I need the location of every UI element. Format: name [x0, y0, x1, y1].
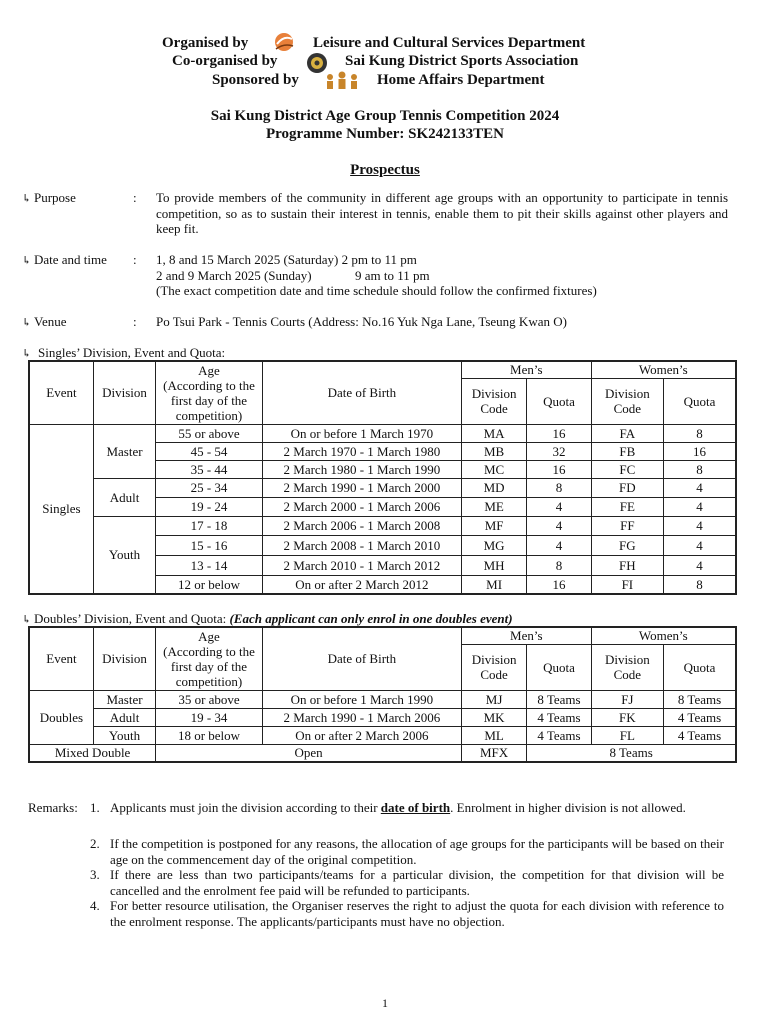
- dob-cell: On or after 2 March 2012: [262, 575, 461, 594]
- women-quota-cell: 4: [664, 478, 736, 497]
- age-cell: 13 - 14: [156, 555, 263, 575]
- men-code-cell: MJ: [461, 690, 526, 708]
- col-event: Event: [29, 361, 93, 424]
- mixed-quota-cell: 8 Teams: [527, 744, 736, 762]
- age-cell: 25 - 34: [156, 478, 263, 497]
- col-division: Division: [93, 361, 155, 424]
- women-code-cell: FF: [591, 516, 663, 535]
- women-code-cell: FK: [591, 708, 663, 726]
- col-women-division-code: Division Code: [591, 378, 663, 424]
- women-quota-cell: 4 Teams: [664, 708, 736, 726]
- table-row: [29, 726, 736, 744]
- col-women-quota: Quota: [664, 378, 736, 424]
- men-quota-cell: 8 Teams: [527, 690, 591, 708]
- dob-cell: 2 March 2006 - 1 March 2008: [262, 516, 461, 535]
- event-cell: Doubles: [29, 690, 93, 744]
- age-cell: 45 - 54: [156, 442, 263, 460]
- women-code-cell: FG: [591, 535, 663, 555]
- remark-2-number: 2.: [90, 836, 100, 851]
- women-code-cell: FB: [591, 442, 663, 460]
- bullet-arrow-icon: ↳: [22, 317, 32, 329]
- mixed-double-cell: Mixed Double: [29, 744, 156, 762]
- women-code-cell: FD: [591, 478, 663, 497]
- dob-cell: 2 March 2000 - 1 March 2006: [262, 497, 461, 516]
- col-womens: Women’s: [591, 361, 736, 378]
- men-quota-cell: 32: [527, 442, 591, 460]
- colon: :: [133, 314, 137, 329]
- prospectus-heading: Prospectus: [350, 162, 420, 178]
- singles-table: [28, 360, 737, 595]
- division-cell: Adult: [93, 708, 155, 726]
- date-line-2b: 9 am to 11 pm: [355, 267, 430, 283]
- women-code-cell: FJ: [591, 690, 663, 708]
- doubles-table: [28, 626, 737, 763]
- men-code-cell: MC: [461, 460, 526, 478]
- organised-label: Organised by: [162, 35, 249, 51]
- age-cell: 17 - 18: [156, 516, 263, 535]
- col-mens: Men’s: [461, 361, 591, 378]
- women-quota-cell: 4: [664, 497, 736, 516]
- men-code-cell: MA: [461, 424, 526, 442]
- remark-4-number: 4.: [90, 898, 100, 913]
- col-men-division-code: Division Code: [461, 378, 526, 424]
- remark-1-number: 1.: [90, 800, 100, 815]
- col-men-quota: Quota: [527, 378, 591, 424]
- doubles-heading: Doubles’ Division, Event and Quota:: [34, 611, 230, 626]
- col-mens: Men’s: [461, 627, 591, 644]
- women-quota-cell: 8: [664, 575, 736, 594]
- women-code-cell: FC: [591, 460, 663, 478]
- col-dob: Date of Birth: [262, 361, 461, 424]
- col-dob: Date of Birth: [262, 627, 461, 690]
- women-quota-cell: 4: [664, 516, 736, 535]
- division-cell: Youth: [93, 726, 155, 744]
- venue-label: Venue: [34, 314, 67, 329]
- table-row: [29, 424, 736, 442]
- remark-2: If the competition is postponed for any reasons, the allocation of age groups for the participants will be based on their age on the commencement day of the original competition.: [110, 836, 724, 867]
- men-quota-cell: 8: [527, 478, 591, 497]
- men-code-cell: MH: [461, 555, 526, 575]
- women-quota-cell: 4: [664, 555, 736, 575]
- dob-cell: On or after 2 March 2006: [262, 726, 461, 744]
- event-cell: Singles: [29, 424, 93, 594]
- singles-heading: Singles’ Division, Event and Quota:: [38, 345, 226, 360]
- age-cell: 12 or below: [156, 575, 263, 594]
- men-quota-cell: 16: [527, 424, 591, 442]
- men-code-cell: MB: [461, 442, 526, 460]
- women-code-cell: FA: [591, 424, 663, 442]
- dob-cell: On or before 1 March 1970: [262, 424, 461, 442]
- bullet-arrow-icon: ↳: [22, 348, 32, 360]
- women-code-cell: FI: [591, 575, 663, 594]
- age-cell: 19 - 34: [156, 708, 263, 726]
- women-code-cell: FL: [591, 726, 663, 744]
- women-quota-cell: 16: [664, 442, 736, 460]
- coorganised-label: Co-organised by: [172, 53, 278, 69]
- women-code-cell: FE: [591, 497, 663, 516]
- colon: :: [133, 190, 137, 205]
- men-quota-cell: 4 Teams: [527, 726, 591, 744]
- men-quota-cell: 16: [527, 460, 591, 478]
- col-division: Division: [93, 627, 155, 690]
- men-code-cell: ML: [461, 726, 526, 744]
- bullet-arrow-icon: ↳: [22, 193, 32, 205]
- purpose-label: Purpose: [34, 190, 76, 205]
- col-womens: Women’s: [591, 627, 736, 644]
- age-cell: 19 - 24: [156, 497, 263, 516]
- women-quota-cell: 8: [664, 460, 736, 478]
- col-men-quota: Quota: [527, 644, 591, 690]
- date-line-1: 1, 8 and 15 March 2025 (Saturday) 2 pm to 11 pm: [156, 252, 417, 267]
- table-row: [29, 690, 736, 708]
- division-cell: Master: [93, 690, 155, 708]
- table-row: [29, 478, 736, 497]
- dob-cell: 2 March 2008 - 1 March 2010: [262, 535, 461, 555]
- col-age: Age (According to the first day of the competition): [156, 627, 263, 690]
- date-label: Date and time: [34, 252, 107, 267]
- men-quota-cell: 4: [527, 535, 591, 555]
- dob-cell: 2 March 2010 - 1 March 2012: [262, 555, 461, 575]
- col-age: Age (According to the first day of the competition): [156, 361, 263, 424]
- women-quota-cell: 8: [664, 424, 736, 442]
- remarks-label: Remarks:: [28, 800, 78, 815]
- hab-logo-icon: [322, 71, 362, 95]
- dob-cell: On or before 1 March 1990: [262, 690, 461, 708]
- division-cell: Master: [93, 424, 155, 478]
- age-cell: 18 or below: [156, 726, 263, 744]
- coorganised-value: Sai Kung District Sports Association: [345, 53, 579, 69]
- age-cell: 35 - 44: [156, 460, 263, 478]
- age-cell: 15 - 16: [156, 535, 263, 555]
- dob-cell: 2 March 1990 - 1 March 2006: [262, 708, 461, 726]
- table-row: [29, 516, 736, 535]
- doubles-heading-note: (Each applicant can only enrol in one doubles event): [229, 611, 513, 626]
- age-cell: 35 or above: [156, 690, 263, 708]
- remark-4: For better resource utilisation, the Organiser reserves the right to adjust the quota for each division with reference to the enrolment response. The applicants/participants must have no objection.: [110, 898, 724, 929]
- men-quota-cell: 4: [527, 497, 591, 516]
- men-quota-cell: 8: [527, 555, 591, 575]
- men-quota-cell: 4 Teams: [527, 708, 591, 726]
- sponsored-value: Home Affairs Department: [377, 72, 545, 88]
- men-code-cell: MI: [461, 575, 526, 594]
- men-code-cell: MF: [461, 516, 526, 535]
- col-women-quota: Quota: [664, 644, 736, 690]
- remark-1: Applicants must join the division according to their date of birth. Enrolment in higher division is not allowed.: [110, 800, 686, 815]
- date-of-birth-emphasis: date of birth: [380, 800, 451, 815]
- men-code-cell: MD: [461, 478, 526, 497]
- men-quota-cell: 4: [527, 516, 591, 535]
- date-line-3: (The exact competition date and time schedule should follow the confirmed fixtures): [156, 283, 597, 298]
- col-men-division-code: Division Code: [461, 644, 526, 690]
- programme-number: Programme Number: SK242133TEN: [265, 126, 505, 142]
- venue-text: Po Tsui Park - Tennis Courts (Address: No.16 Yuk Nga Lane, Tseung Kwan O): [156, 314, 567, 329]
- organised-value: Leisure and Cultural Services Department: [313, 35, 586, 51]
- mixed-age-cell: Open: [156, 744, 462, 762]
- bullet-arrow-icon: ↳: [22, 614, 32, 626]
- women-quota-cell: 4: [664, 535, 736, 555]
- page-number: 1: [382, 996, 388, 1010]
- remark-3: If there are less than two participants/teams for a particular division, the competition for that division will be cancelled and the enrolment fee paid will be refunded to participants.: [110, 867, 724, 898]
- remark-3-number: 3.: [90, 867, 100, 882]
- dob-cell: 2 March 1980 - 1 March 1990: [262, 460, 461, 478]
- purpose-text: To provide members of the community in different age groups with an opportunity to participate in tennis competition, so as to sustain their interest in tennis, enable them to pit their skills against other players and keep fit.: [156, 190, 728, 236]
- division-cell: Youth: [93, 516, 155, 594]
- women-code-cell: FH: [591, 555, 663, 575]
- date-line-2a: 2 and 9 March 2025 (Sunday): [156, 267, 312, 283]
- men-code-cell: ME: [461, 497, 526, 516]
- table-row: [29, 744, 736, 762]
- women-quota-cell: 8 Teams: [664, 690, 736, 708]
- colon: :: [133, 252, 137, 267]
- men-code-cell: MK: [461, 708, 526, 726]
- men-quota-cell: 16: [527, 575, 591, 594]
- col-event: Event: [29, 627, 93, 690]
- age-cell: 55 or above: [156, 424, 263, 442]
- dob-cell: 2 March 1990 - 1 March 2000: [262, 478, 461, 497]
- mixed-code-cell: MFX: [461, 744, 526, 762]
- bullet-arrow-icon: ↳: [22, 255, 32, 267]
- dob-cell: 2 March 1970 - 1 March 1980: [262, 442, 461, 460]
- col-women-division-code: Division Code: [591, 644, 663, 690]
- competition-title: Sai Kung District Age Group Tennis Competition 2024: [210, 108, 560, 124]
- women-quota-cell: 4 Teams: [664, 726, 736, 744]
- table-row: [29, 708, 736, 726]
- sponsored-label: Sponsored by: [212, 72, 299, 88]
- division-cell: Adult: [93, 478, 155, 516]
- men-code-cell: MG: [461, 535, 526, 555]
